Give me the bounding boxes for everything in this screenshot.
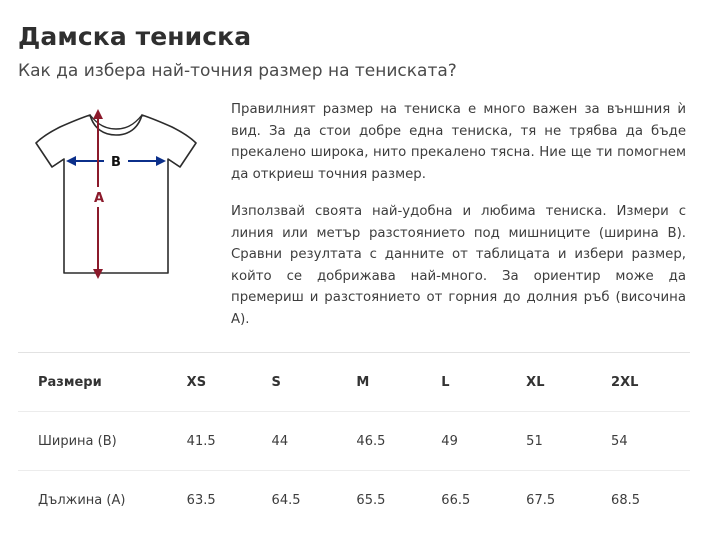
table-header-size-xs: XS bbox=[181, 353, 266, 412]
cell-length-m: 65.5 bbox=[350, 471, 435, 530]
table-row bbox=[18, 412, 690, 471]
tshirt-diagram bbox=[18, 99, 223, 291]
cell-width-m: 46.5 bbox=[350, 412, 435, 471]
page-title: Дамска тениска bbox=[18, 22, 252, 51]
tshirt-icon bbox=[18, 101, 218, 291]
table-row bbox=[18, 471, 690, 530]
page-subtitle: Как да избера най-точния размер на тениската? bbox=[18, 61, 457, 81]
paragraph-1: Правилният размер на тениска е много важен за външния ѝ вид. За да стои добре една тениска, тя не трябва да бъде прекалено широка, нито прекалено тясна. Ние ще ти помогнем да откриеш точния размер. bbox=[231, 102, 686, 182]
size-table-body bbox=[18, 412, 690, 530]
svg-text:B: B bbox=[111, 155, 121, 170]
cell-length-2xl: 68.5 bbox=[605, 471, 690, 530]
description-text bbox=[223, 99, 690, 330]
table-header-label: Размери bbox=[18, 353, 181, 412]
cell-length-xl: 67.5 bbox=[520, 471, 605, 530]
table-header-size-l: L bbox=[435, 353, 520, 412]
table-header-size-xl: XL bbox=[520, 353, 605, 412]
content-area bbox=[18, 99, 690, 330]
paragraph-2: Използвай своята най-удобна и любима тениска. Измери с линия или метър разстоянието под мишниците (ширина B). Сравни резултата с данните от таблицата и избери размер, който се добрижава най-много. За ориентир може да премериш и разстоянието от горния до долния ръб (височина A). bbox=[231, 204, 686, 327]
table-header-size-s: S bbox=[266, 353, 351, 412]
cell-width-xs: 41.5 bbox=[181, 412, 266, 471]
cell-width-s: 44 bbox=[266, 412, 351, 471]
cell-width-2xl: 54 bbox=[605, 412, 690, 471]
table-header-size-2xl: 2XL bbox=[605, 353, 690, 412]
cell-length-s: 64.5 bbox=[266, 471, 351, 530]
table-header-row bbox=[18, 353, 690, 412]
cell-width-xl: 51 bbox=[520, 412, 605, 471]
row-label-width: Ширина (B) bbox=[18, 412, 181, 471]
svg-text:A: A bbox=[93, 191, 105, 206]
size-table-head bbox=[18, 353, 690, 412]
cell-length-xs: 63.5 bbox=[181, 471, 266, 530]
cell-width-l: 49 bbox=[435, 412, 520, 471]
row-label-length: Дължина (A) bbox=[18, 471, 181, 530]
table-header-size-m: M bbox=[350, 353, 435, 412]
size-guide-page bbox=[0, 22, 708, 551]
cell-length-l: 66.5 bbox=[435, 471, 520, 530]
size-table bbox=[18, 352, 690, 529]
